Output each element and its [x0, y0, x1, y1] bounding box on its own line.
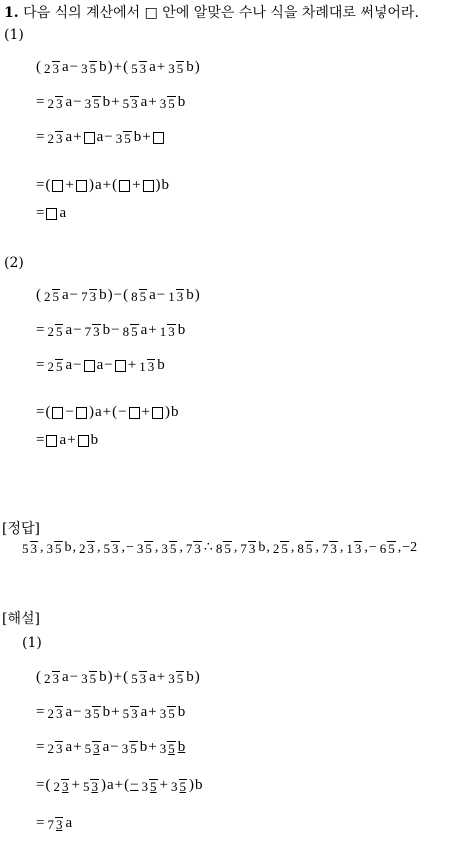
- problem-instruction: 다음 식의 계산에서 □ 안에 알맞은 수나 식을 차례대로 써넣어라.: [23, 5, 419, 21]
- blank-box: [153, 132, 164, 144]
- solution-part1-label: (1): [22, 635, 42, 651]
- blank-box: [76, 407, 87, 419]
- sol-line2: = 2 3 a − 3 5 b + 5 3 a + 3 5 b: [36, 704, 186, 721]
- blank-box: [46, 435, 57, 447]
- blank-box: [129, 407, 140, 419]
- eq2-line2: = 2 5 a − 7 3 b − 8 5 a + 1 3 b: [36, 322, 186, 339]
- eq1-line5: = a: [36, 205, 67, 221]
- eq1-line1: ( 2 3 a − 3 5 b ) + ( 5 3 a + 3 5 b ): [36, 59, 200, 76]
- eq1-line3: = 2 3 a + a − 3 5 b +: [36, 130, 165, 145]
- problem-number: 1.: [4, 5, 19, 21]
- eq1-line4: = ( + ) a + ( + ) b: [36, 177, 170, 193]
- answer-list: 5 3 , 3 5 b , 2 3 , 5 3 , − 3 5 , 3 5 , 7 3 ∴ 8 5 , 7 3 b , 2 5 , 8 5 , 7 3 , 1 3 , − 6 5 , −2: [22, 540, 418, 556]
- blank-box: [76, 180, 87, 192]
- eq2-line5: = a + b: [36, 432, 99, 448]
- blank-box: [152, 407, 163, 419]
- part2-label: (2): [4, 255, 24, 271]
- eq2-line1: ( 2 5 a − 7 3 b ) − ( 8 5 a − 1 3 b ): [36, 287, 200, 304]
- blank-box: [52, 180, 63, 192]
- blank-box: [52, 407, 63, 419]
- blank-box: [84, 360, 95, 372]
- blank-box: [46, 208, 57, 220]
- sol-line1: ( 2 3 a − 3 5 b ) + ( 5 3 a + 3 5 b ): [36, 669, 200, 686]
- sol-line5: = 7 3 a: [36, 815, 73, 832]
- answer-label: [정답]: [2, 521, 40, 537]
- part1-label: (1): [4, 27, 24, 43]
- eq2-line3: = 2 5 a − a − + 1 3 b: [36, 357, 165, 374]
- blank-box: [115, 360, 126, 372]
- problem-header: [4, 4, 419, 22]
- eq2-line4: = ( − ) a + ( − + ) b: [36, 404, 179, 420]
- blank-box: [143, 180, 154, 192]
- solution-label: [해설]: [2, 611, 40, 627]
- blank-box: [84, 132, 95, 144]
- sol-line4: = ( 2 3 + 5 3 ) a + ( − 3 5 + 3 5 ) b: [36, 777, 203, 794]
- sol-line3: = 2 3 a + 5 3 a − 3 5 b + 3 5 b: [36, 739, 186, 756]
- blank-box: [78, 435, 89, 447]
- blank-box: [119, 180, 130, 192]
- eq1-line2: = 2 3 a − 3 5 b + 5 3 a + 3 5 b: [36, 94, 186, 111]
